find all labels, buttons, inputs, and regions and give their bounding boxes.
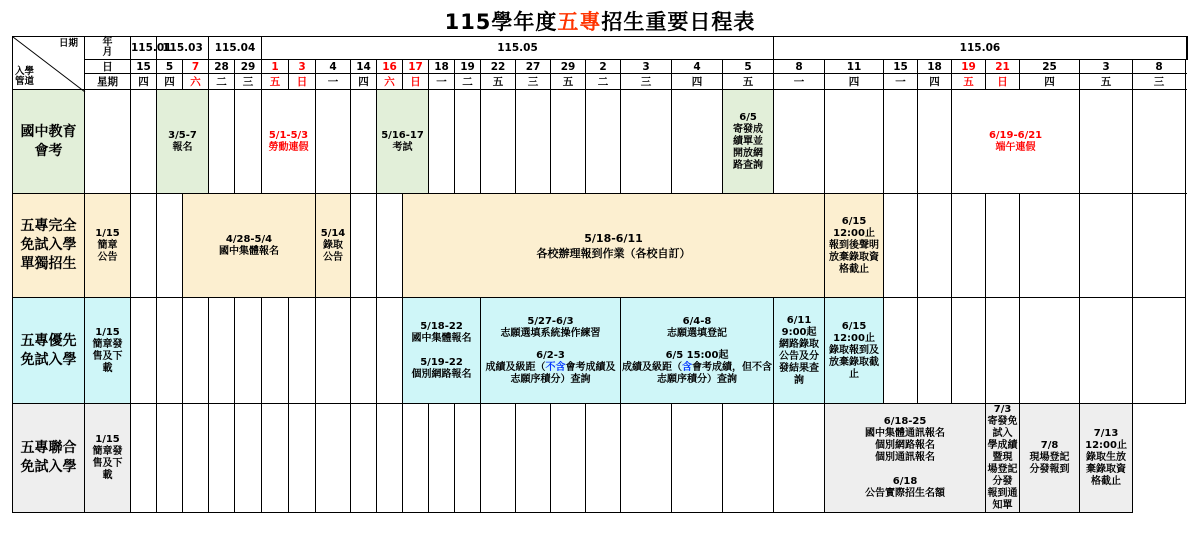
row-label-huikao: 國中教育 會考 bbox=[13, 90, 85, 194]
huikao-exam: 5/16-17 考試 bbox=[377, 90, 429, 194]
day-cell: 28 bbox=[209, 60, 235, 74]
priority-signup: 5/18-22 國中集體報名 5/19-22 個別網路報名 bbox=[403, 298, 481, 404]
single-deadline: 6/15 12:00止 報到後聲明 放棄錄取資 格截止 bbox=[825, 194, 884, 298]
joint-deadline: 7/13 12:00止 錄取生放 棄錄取資 格截止 bbox=[1080, 404, 1133, 513]
day-cell: 15 bbox=[131, 60, 157, 74]
joint-notice: 7/3 寄發免試入 學成績暨現 場登記分發 報到通知單 bbox=[987, 404, 1018, 511]
weekday-cell: 三 bbox=[235, 74, 262, 90]
month-header: 115.01 bbox=[131, 37, 157, 60]
weekday-cell: 五 bbox=[723, 74, 774, 90]
page-title bbox=[0, 6, 1200, 36]
huikao-signup: 3/5-7 報名 bbox=[157, 90, 209, 194]
weekday-cell: 日 bbox=[403, 74, 429, 90]
huikao-result: 6/5 寄發成 績單並 開放網 路查詢 bbox=[723, 90, 774, 194]
priority-practice-title: 5/27-6/3 志願選填系統操作練習 bbox=[500, 315, 601, 339]
corner-path-label: 入學 管道 bbox=[15, 66, 35, 87]
day-cell: 3 bbox=[1080, 60, 1133, 74]
priority-register-note-c: 會考成績，但不含志願序積分）查詢 bbox=[657, 361, 773, 385]
priority-register bbox=[621, 298, 774, 404]
day-cell: 15 bbox=[884, 60, 918, 74]
weekday-cell: 三 bbox=[516, 74, 551, 90]
header-corner bbox=[13, 37, 85, 90]
row-single bbox=[13, 194, 1188, 298]
weekday-cell: 四 bbox=[825, 74, 884, 90]
weekday-cell: 一 bbox=[774, 74, 825, 90]
priority-practice-note-b: 不含 bbox=[545, 361, 566, 373]
day-cell: 11 bbox=[825, 60, 884, 74]
day-cell: 2 bbox=[586, 60, 621, 74]
joint-signup: 6/18-25 國中集體通訊報名 個別網路報名 個別通訊報名 6/18 公告實際招生名額 bbox=[825, 404, 986, 513]
corner-date-label: 日期 bbox=[58, 38, 78, 49]
priority-register-note-b: 含 bbox=[682, 361, 693, 373]
day-cell: 5 bbox=[157, 60, 183, 74]
weekday-cell: 三 bbox=[621, 74, 672, 90]
weekday-cell: 二 bbox=[586, 74, 621, 90]
joint-onsite: 7/8 現場登記 分發報到 bbox=[1020, 404, 1080, 513]
month-header: 115.05 bbox=[262, 37, 774, 60]
weekday-cell: 五 bbox=[952, 74, 986, 90]
row-label-single: 五專完全 免試入學 單獨招生 bbox=[13, 194, 85, 298]
day-cell: 18 bbox=[918, 60, 952, 74]
title-highlight: 五專 bbox=[557, 10, 602, 34]
day-cell: 4 bbox=[316, 60, 351, 74]
row-joint bbox=[13, 404, 1188, 513]
priority-brochure: 1/15 簡章發 售及下 載 bbox=[85, 298, 131, 404]
weekday-cell: 一 bbox=[429, 74, 455, 90]
month-row bbox=[13, 37, 1188, 60]
row-priority bbox=[13, 298, 1188, 404]
day-cell: 16 bbox=[377, 60, 403, 74]
day-cell: 18 bbox=[429, 60, 455, 74]
day-cell: 5 bbox=[723, 60, 774, 74]
day-cell: 17 bbox=[403, 60, 429, 74]
month-header: 115.06 bbox=[774, 37, 1187, 60]
weekday-cell: 一 bbox=[884, 74, 918, 90]
weekday-cell: 四 bbox=[918, 74, 952, 90]
priority-deadline: 6/15 12:00止 錄取報到及 放棄錄取截 止 bbox=[825, 298, 884, 404]
weekday-cell: 三 bbox=[1133, 74, 1186, 90]
title-suffix: 招生重要日程表 bbox=[601, 10, 756, 34]
single-admit: 5/14 錄取 公告 bbox=[316, 194, 351, 298]
day-cell: 8 bbox=[1133, 60, 1186, 74]
day-cell: 22 bbox=[481, 60, 516, 74]
single-group-signup: 4/28-5/4 國中集體報名 bbox=[183, 194, 316, 298]
day-cell: 14 bbox=[351, 60, 377, 74]
weekday-cell: 五 bbox=[481, 74, 516, 90]
priority-register-title: 6/4-8 志願選填登記 bbox=[667, 315, 728, 339]
weekday-cell: 六 bbox=[377, 74, 403, 90]
weekday-cell: 一 bbox=[316, 74, 351, 90]
day-cell: 4 bbox=[672, 60, 723, 74]
weekday-cell: 五 bbox=[551, 74, 586, 90]
month-header: 115.04 bbox=[209, 37, 262, 60]
huikao-labor-holiday: 5/1-5/3 勞動連假 bbox=[262, 90, 316, 194]
weekday-cell: 四 bbox=[351, 74, 377, 90]
day-cell: 19 bbox=[952, 60, 986, 74]
day-cell: 8 bbox=[774, 60, 825, 74]
priority-practice-note-a: 成績及級距（ bbox=[485, 361, 546, 373]
priority-register-note-a: 成績及級距（ bbox=[622, 361, 683, 373]
day-row bbox=[13, 60, 1188, 74]
weekday-cell: 五 bbox=[1080, 74, 1133, 90]
month-header bbox=[1186, 37, 1187, 60]
priority-practice-date: 6/2-3 bbox=[536, 349, 565, 361]
weekday-cell: 四 bbox=[672, 74, 723, 90]
row-huikao bbox=[13, 90, 1188, 194]
priority-result: 6/11 9:00起 網路錄取 公告及分 發結果查 詢 bbox=[774, 298, 825, 404]
title-prefix: 115學年度 bbox=[444, 10, 558, 34]
priority-register-date: 6/5 15:00起 bbox=[665, 349, 729, 361]
priority-practice bbox=[481, 298, 621, 404]
day-label: 日 bbox=[85, 60, 131, 74]
day-cell: 25 bbox=[1020, 60, 1080, 74]
huikao-dragon-holiday: 6/19-6/21 端午連假 bbox=[952, 90, 1080, 194]
empty-cell bbox=[85, 90, 131, 194]
priority-practice-note-c: 會考成績及志願序積分）查詢 bbox=[510, 361, 616, 385]
joint-brochure: 1/15 簡章發 售及下 載 bbox=[85, 404, 131, 513]
weekday-cell: 四 bbox=[157, 74, 183, 90]
day-cell: 3 bbox=[621, 60, 672, 74]
weekday-cell: 日 bbox=[289, 74, 316, 90]
day-cell: 27 bbox=[516, 60, 551, 74]
weekday-cell: 日 bbox=[986, 74, 1020, 90]
weekday-cell: 五 bbox=[262, 74, 289, 90]
single-school-registration: 5/18-6/11 各校辦理報到作業（各校自訂） bbox=[403, 194, 825, 298]
month-header: 115.03 bbox=[157, 37, 209, 60]
weekday-cell: 四 bbox=[131, 74, 157, 90]
weekday-row bbox=[13, 74, 1188, 90]
day-cell: 29 bbox=[235, 60, 262, 74]
single-announce: 1/15 簡章 公告 bbox=[85, 194, 131, 298]
row-label-joint: 五專聯合 免試入學 bbox=[13, 404, 85, 513]
day-cell: 3 bbox=[289, 60, 316, 74]
day-cell: 7 bbox=[183, 60, 209, 74]
weekday-cell: 二 bbox=[209, 74, 235, 90]
year-month-label: 年 月 bbox=[85, 37, 131, 60]
weekday-cell: 二 bbox=[455, 74, 481, 90]
weekday-cell: 四 bbox=[1020, 74, 1080, 90]
day-cell: 29 bbox=[551, 60, 586, 74]
weekday-label: 星期 bbox=[85, 74, 131, 90]
day-cell: 1 bbox=[262, 60, 289, 74]
day-cell: 21 bbox=[986, 60, 1020, 74]
day-cell: 19 bbox=[455, 60, 481, 74]
row-label-priority: 五專優先 免試入學 bbox=[13, 298, 85, 404]
schedule-table bbox=[12, 36, 1188, 513]
weekday-cell: 六 bbox=[183, 74, 209, 90]
